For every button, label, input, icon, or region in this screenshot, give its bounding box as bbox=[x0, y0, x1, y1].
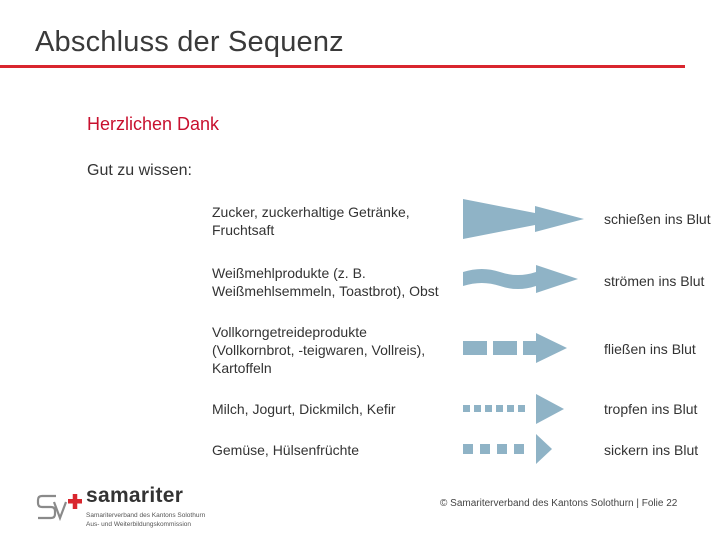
sv-logo-mark-icon bbox=[36, 490, 84, 524]
food-text-dairy bbox=[212, 400, 457, 418]
food-line: Vollkorngetreideprodukte bbox=[212, 324, 367, 340]
wavy-arrow-icon bbox=[460, 262, 590, 296]
food-line: Milch, Jogurt, Dickmilch, Kefir bbox=[212, 401, 396, 417]
samariter-logo bbox=[36, 484, 216, 534]
result-seep: sickern ins Blut bbox=[604, 442, 699, 458]
food-line: Zucker, zuckerhaltige Getränke, bbox=[212, 204, 410, 220]
food-text-sugar bbox=[212, 203, 457, 239]
dotted-arrow-icon bbox=[460, 392, 590, 426]
title-divider bbox=[0, 65, 685, 68]
result-drip: tropfen ins Blut bbox=[604, 401, 698, 417]
result-flow: fließen ins Blut bbox=[604, 341, 696, 357]
logo-subline-2: Aus- und Weiterbildungskommission bbox=[86, 521, 192, 528]
food-line: Weißmehlprodukte (z. B. bbox=[212, 265, 366, 281]
food-line: Gemüse, Hülsenfrüchte bbox=[212, 442, 360, 458]
solid-arrow-icon bbox=[460, 196, 590, 242]
food-line: Fruchtsaft bbox=[212, 222, 275, 238]
food-line: (Vollkornbrot, -teigwaren, Vollreis), bbox=[212, 342, 426, 358]
food-text-wholegrain bbox=[212, 323, 457, 377]
square-dotted-arrow-icon bbox=[460, 433, 590, 467]
slide-title: Abschluss der Sequenz bbox=[35, 26, 344, 58]
food-text-white-flour bbox=[212, 264, 457, 300]
food-text-vegetables bbox=[212, 441, 457, 459]
thanks-heading: Herzlichen Dank bbox=[87, 114, 220, 134]
logo-wordmark: samariter bbox=[86, 484, 184, 507]
logo-subline-1: Samariterverband des Kantons Solothurn bbox=[86, 512, 206, 519]
dashed-arrow-icon bbox=[460, 331, 590, 365]
footer-copyright: © Samariterverband des Kantons Solothurn | Folie 22 bbox=[440, 498, 678, 509]
good-to-know-label: Gut zu wissen: bbox=[87, 162, 192, 179]
result-shoot: schießen ins Blut bbox=[604, 211, 711, 227]
food-line: Weißmehlsemmeln, Toastbrot), Obst bbox=[212, 283, 439, 299]
food-line: Kartoffeln bbox=[212, 360, 272, 376]
result-stream: strömen ins Blut bbox=[604, 273, 705, 289]
